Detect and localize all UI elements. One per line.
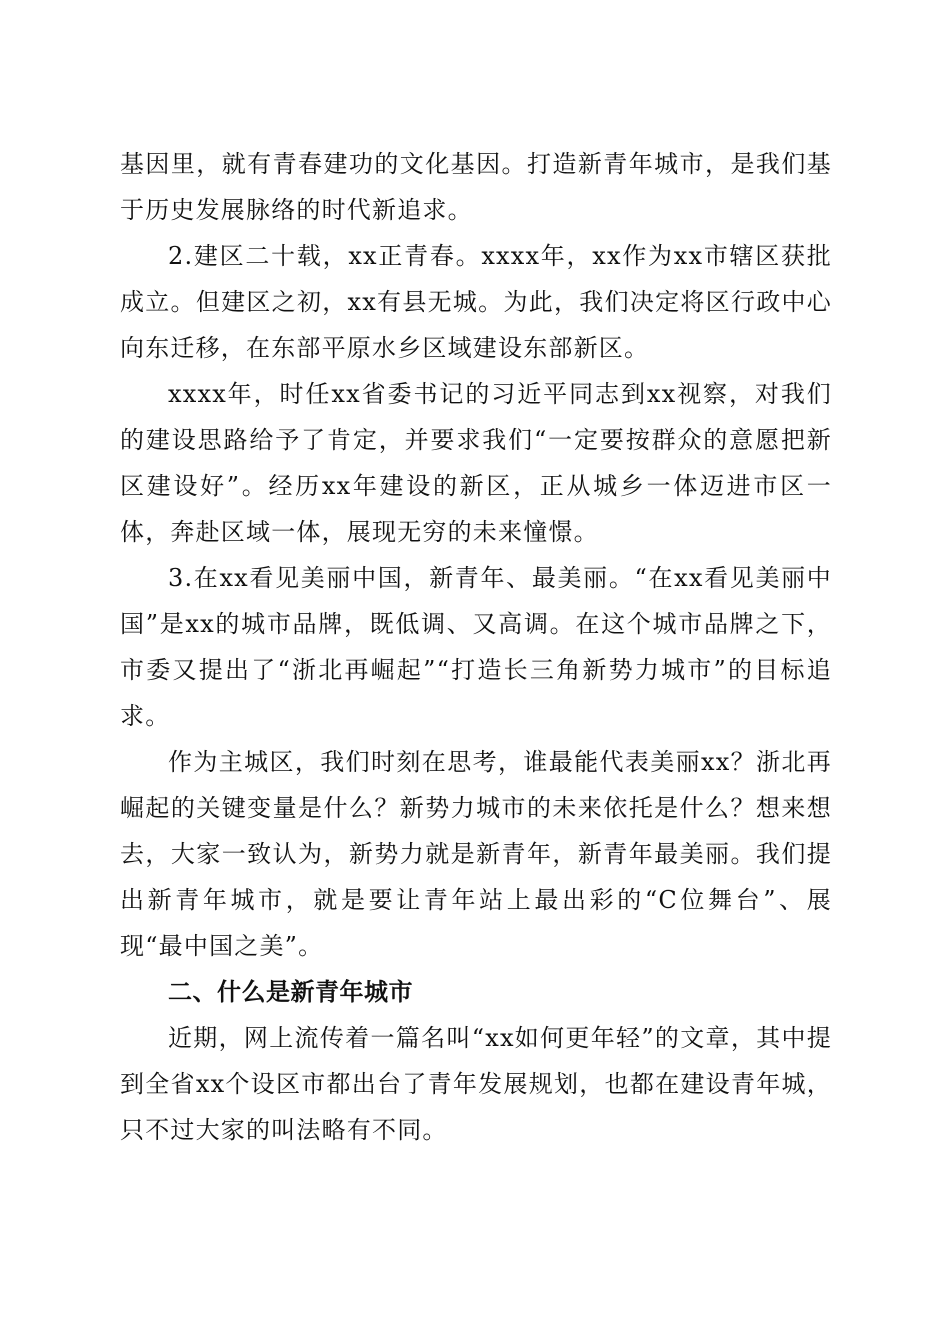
- paragraph-item-2: 2.建区二十载，xx正青春。xxxx年，xx作为xx市辖区获批成立。但建区之初，xx有县无城。为此，我们决定将区行政中心向东迁移，在东部平原水乡区域建设东部新区。: [120, 242, 832, 362]
- paragraph-recent: 近期，网上流传着一篇名叫“xx如何更年轻”的文章，其中提到全省xx个设区市都出台了青年发展规划，也都在建设青年城，只不过大家的叫法略有不同。: [120, 1024, 832, 1144]
- paragraph-item-3: 3.在xx看见美丽中国，新青年、最美丽。“在xx看见美丽中国”是xx的城市品牌，既低调、又高调。在这个城市品牌之下，市委又提出了“浙北再崛起”“打造长三角新势力城市”的目标追求。: [120, 564, 832, 730]
- section-heading: 二、什么是新青年城市: [168, 978, 413, 1006]
- document-body: [120, 141, 832, 1153]
- paragraph-continuation: 基因里，就有青春建功的文化基因。打造新青年城市，是我们基于历史发展脉络的时代新追求。: [120, 150, 832, 224]
- paragraph-main-district: 作为主城区，我们时刻在思考，谁最能代表美丽xx？浙北再崛起的关键变量是什么？新势力城市的未来依托是什么？想来想去，大家一致认为，新势力就是新青年，新青年最美丽。我们提出新青年城市，就是要让青年站上最出彩的“C位舞台”、展现“最中国之美”。: [120, 748, 832, 960]
- paragraph-inspection: xxxx年，时任xx省委书记的习近平同志到xx视察，对我们的建设思路给予了肯定，并要求我们“一定要按群众的意愿把新区建设好”。经历xx年建设的新区，正从城乡一体迈进市区一体，奔赴区域一体，展现无穷的未来憧憬。: [120, 380, 832, 546]
